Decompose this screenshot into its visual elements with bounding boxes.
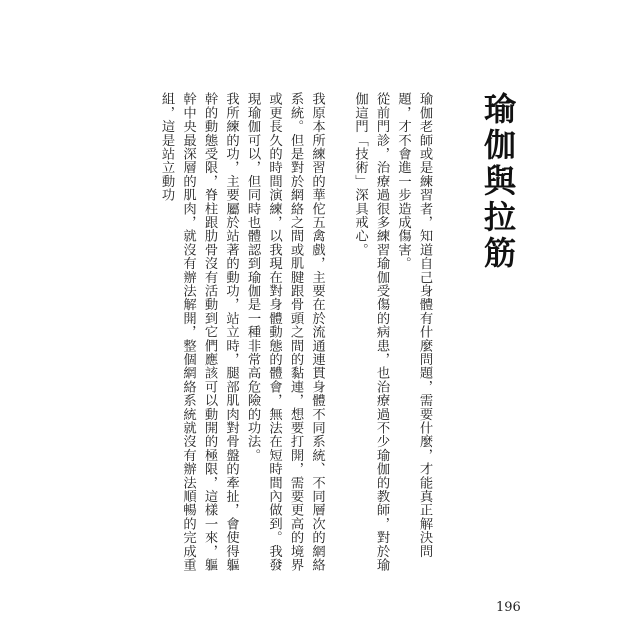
chapter-title: 瑜伽與拉筋 bbox=[479, 92, 517, 272]
paragraph-4: 我所練的功，主要屬於站著的動功，站立時，腿部肌肉對骨盤的牽扯，會使得軀幹的動態受限，脊柱跟肋骨沒有活動到它們應該可以動開的極限，這樣一來，軀幹中央最深層的肌肉，就沒有辦法解開，整個網絡系統就沒有辦法順暢的完成重組，這是站立動功 bbox=[159, 92, 239, 572]
paragraph-2: 從前門診，治療過很多練習瑜伽受傷的病患，也治療過不少瑜伽的教師，對於瑜伽這門「技術」深具戒心。 bbox=[352, 92, 389, 572]
paragraph-1: 瑜伽老師或是練習者，知道自己身體有什麼問題，需要什麼，才能真正解決問題，才不會進一步造成傷害。 bbox=[395, 92, 432, 558]
body-text bbox=[134, 92, 435, 582]
paragraph-3: 我原本所練習的華佗五禽戲，主要在於流通連貫身體不同系統、不同層次的網絡系統。但是對於網絡之間或肌腱跟骨頭之間的黏連，想要打開，需要更高的境界或更長久的時間演練，以我現在對身體動態的體會，無法在短時間內做到。我發現瑜伽可以，但同時也體認到瑜伽是一種非常高危險的功法。 bbox=[245, 92, 325, 572]
page-number: 196 bbox=[496, 600, 521, 615]
